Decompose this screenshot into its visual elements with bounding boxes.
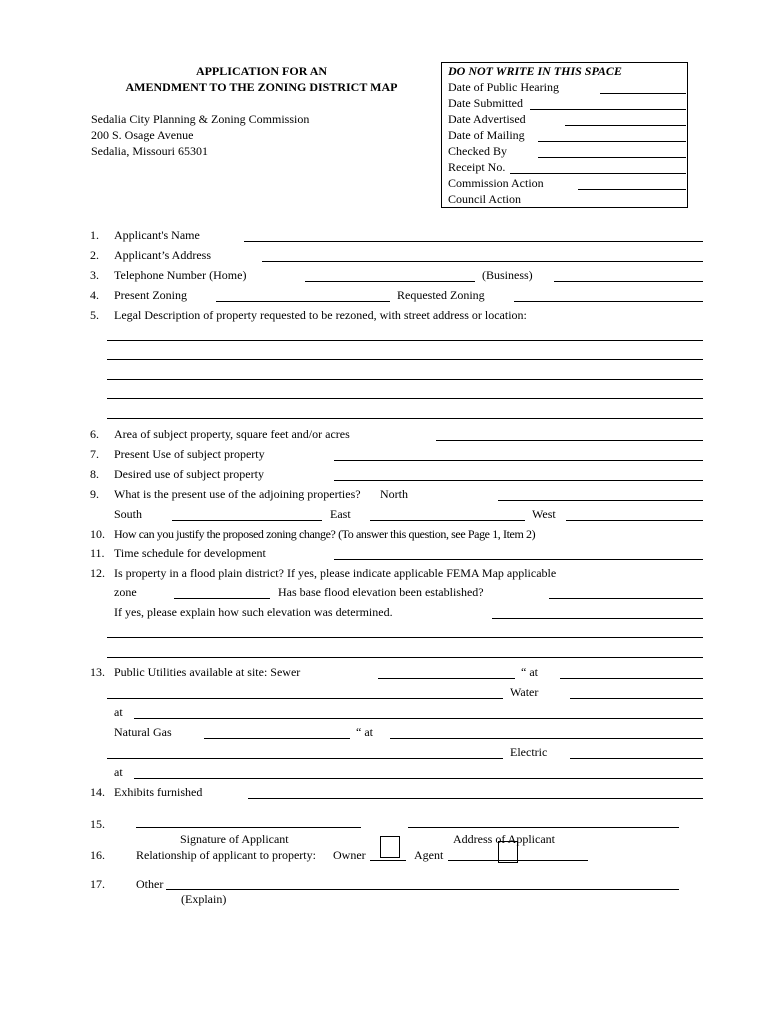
q12-zone-label: zone bbox=[114, 585, 137, 599]
org-name: Sedalia City Planning & Zoning Commission bbox=[91, 112, 310, 126]
elevation-explain-field-2[interactable] bbox=[107, 637, 703, 638]
q14-number: 14. bbox=[90, 785, 105, 799]
electric-label: Electric bbox=[510, 745, 548, 759]
legal-description-line-2[interactable] bbox=[107, 359, 703, 360]
legal-description-line-5[interactable] bbox=[107, 418, 703, 419]
explain-label: (Explain) bbox=[181, 892, 227, 906]
office-box-heading: DO NOT WRITE IN THIS SPACE bbox=[448, 64, 622, 78]
q9-north-label: North bbox=[380, 487, 408, 501]
office-field-submitted: Date Submitted bbox=[448, 96, 523, 110]
business-phone-field[interactable] bbox=[554, 281, 703, 282]
electric-field[interactable] bbox=[570, 758, 703, 759]
elevation-explain-field-3[interactable] bbox=[107, 657, 703, 658]
water-size-field[interactable] bbox=[570, 698, 703, 699]
base-flood-field[interactable] bbox=[549, 598, 703, 599]
time-schedule-field[interactable] bbox=[334, 559, 703, 560]
q10-label: How can you justify the proposed zoning change? (To answer this question, see Page 1, Item 2) bbox=[114, 527, 536, 541]
office-field-council: Council Action bbox=[448, 192, 521, 206]
applicant-address-field[interactable] bbox=[262, 261, 703, 262]
q15-number: 15. bbox=[90, 817, 105, 831]
office-field-mailing: Date of Mailing bbox=[448, 128, 525, 142]
sewer-location-field-2[interactable] bbox=[107, 698, 503, 699]
electric-location-field[interactable] bbox=[134, 778, 703, 779]
title-line-1: APPLICATION FOR AN bbox=[195, 64, 328, 78]
present-zoning-field[interactable] bbox=[216, 301, 390, 302]
q14-label: Exhibits furnished bbox=[114, 785, 203, 799]
q7-label: Present Use of subject property bbox=[114, 447, 265, 461]
gas-location-field-2[interactable] bbox=[107, 758, 503, 759]
west-use-field[interactable] bbox=[566, 520, 703, 521]
electric-at-label: at bbox=[114, 765, 123, 779]
q5-number: 5. bbox=[90, 308, 99, 322]
address-field[interactable] bbox=[408, 827, 679, 828]
q13-label: Public Utilities available at site: Sewer bbox=[114, 665, 301, 679]
address-label: Address of Applicant bbox=[453, 832, 555, 846]
sewer-location-field[interactable] bbox=[560, 678, 703, 679]
q6-number: 6. bbox=[90, 427, 99, 441]
q10-number: 10. bbox=[90, 527, 105, 541]
flood-zone-field[interactable] bbox=[174, 598, 270, 599]
south-use-field[interactable] bbox=[172, 520, 322, 521]
q17-number: 17. bbox=[90, 877, 105, 891]
q5-label: Legal Description of property requested to be rezoned, with street address or location: bbox=[114, 308, 527, 322]
q17-label: Other bbox=[136, 877, 164, 891]
q16-number: 16. bbox=[90, 848, 105, 862]
signature-field[interactable] bbox=[136, 827, 361, 828]
north-use-field[interactable] bbox=[498, 500, 703, 501]
owner-checkbox[interactable] bbox=[380, 836, 400, 858]
q3-number: 3. bbox=[90, 268, 99, 282]
q16-label: Relationship of applicant to property: bbox=[136, 848, 316, 862]
q9-south-label: South bbox=[114, 507, 143, 521]
other-field[interactable] bbox=[166, 889, 679, 890]
q4-number: 4. bbox=[90, 288, 99, 302]
sewer-size-field[interactable] bbox=[378, 678, 515, 679]
q9-east-label: East bbox=[330, 507, 351, 521]
owner-label: Owner bbox=[333, 848, 366, 862]
elevation-explain-field-1[interactable] bbox=[492, 618, 703, 619]
gas-size-field[interactable] bbox=[204, 738, 350, 739]
office-field-commission: Commission Action bbox=[448, 176, 544, 190]
q11-label: Time schedule for development bbox=[114, 546, 266, 560]
q12-base-flood-label: Has base flood elevation been established? bbox=[278, 585, 484, 599]
gas-label: Natural Gas bbox=[114, 725, 172, 739]
title-line-2: AMENDMENT TO THE ZONING DISTRICT MAP bbox=[125, 80, 398, 94]
area-field[interactable] bbox=[436, 440, 703, 441]
office-line-hearing[interactable] bbox=[600, 93, 686, 94]
gas-location-field[interactable] bbox=[390, 738, 703, 739]
q4-label: Present Zoning bbox=[114, 288, 187, 302]
q1-number: 1. bbox=[90, 228, 99, 242]
q3-label: Telephone Number (Home) bbox=[114, 268, 247, 282]
requested-zoning-field[interactable] bbox=[514, 301, 703, 302]
q12-explain-label: If yes, please explain how such elevation was determined. bbox=[114, 605, 393, 619]
exhibits-field[interactable] bbox=[248, 798, 703, 799]
office-line-submitted[interactable] bbox=[530, 109, 686, 110]
q8-label: Desired use of subject property bbox=[114, 467, 264, 481]
agent-label: Agent bbox=[414, 848, 444, 862]
q2-label: Applicant’s Address bbox=[114, 248, 211, 262]
owner-line bbox=[370, 860, 406, 861]
east-use-field[interactable] bbox=[370, 520, 525, 521]
legal-description-line-4[interactable] bbox=[107, 398, 703, 399]
q2-number: 2. bbox=[90, 248, 99, 262]
home-phone-field[interactable] bbox=[305, 281, 475, 282]
water-location-field[interactable] bbox=[134, 718, 703, 719]
legal-description-line-1[interactable] bbox=[107, 340, 703, 341]
q11-number: 11. bbox=[90, 546, 105, 560]
present-use-field[interactable] bbox=[334, 460, 703, 461]
office-line-receipt[interactable] bbox=[510, 173, 686, 174]
desired-use-field[interactable] bbox=[334, 480, 703, 481]
water-at-label: at bbox=[114, 705, 123, 719]
signature-label: Signature of Applicant bbox=[180, 832, 289, 846]
q12-number: 12. bbox=[90, 566, 105, 580]
q8-number: 8. bbox=[90, 467, 99, 481]
q7-number: 7. bbox=[90, 447, 99, 461]
q12-label: Is property in a flood plain district? If yes, please indicate applicable FEMA Map applicable bbox=[114, 566, 557, 580]
org-street: 200 S. Osage Avenue bbox=[91, 128, 194, 142]
q4-requested-label: Requested Zoning bbox=[397, 288, 485, 302]
office-line-mailing[interactable] bbox=[538, 141, 686, 142]
q9-number: 9. bbox=[90, 487, 99, 501]
office-field-checked: Checked By bbox=[448, 144, 507, 158]
q9-west-label: West bbox=[532, 507, 556, 521]
office-field-receipt: Receipt No. bbox=[448, 160, 506, 174]
office-line-advertised[interactable] bbox=[565, 125, 686, 126]
q13-number: 13. bbox=[90, 665, 105, 679]
office-field-advertised: Date Advertised bbox=[448, 112, 526, 126]
office-field-hearing: Date of Public Hearing bbox=[448, 80, 559, 94]
q6-label: Area of subject property, square feet and/or acres bbox=[114, 427, 350, 441]
water-label: Water bbox=[510, 685, 539, 699]
gas-inch-at-label: “ at bbox=[356, 725, 373, 739]
q1-label: Applicant's Name bbox=[114, 228, 200, 242]
office-line-checked[interactable] bbox=[538, 157, 686, 158]
applicant-name-field[interactable] bbox=[244, 241, 703, 242]
q3-business-label: (Business) bbox=[482, 268, 533, 282]
org-city: Sedalia, Missouri 65301 bbox=[91, 144, 208, 158]
sewer-inch-at-label: “ at bbox=[521, 665, 538, 679]
q9-label: What is the present use of the adjoining properties? bbox=[114, 487, 361, 501]
agent-line bbox=[448, 860, 588, 861]
agent-checkbox[interactable] bbox=[498, 841, 518, 863]
office-line-commission[interactable] bbox=[578, 189, 686, 190]
legal-description-line-3[interactable] bbox=[107, 379, 703, 380]
